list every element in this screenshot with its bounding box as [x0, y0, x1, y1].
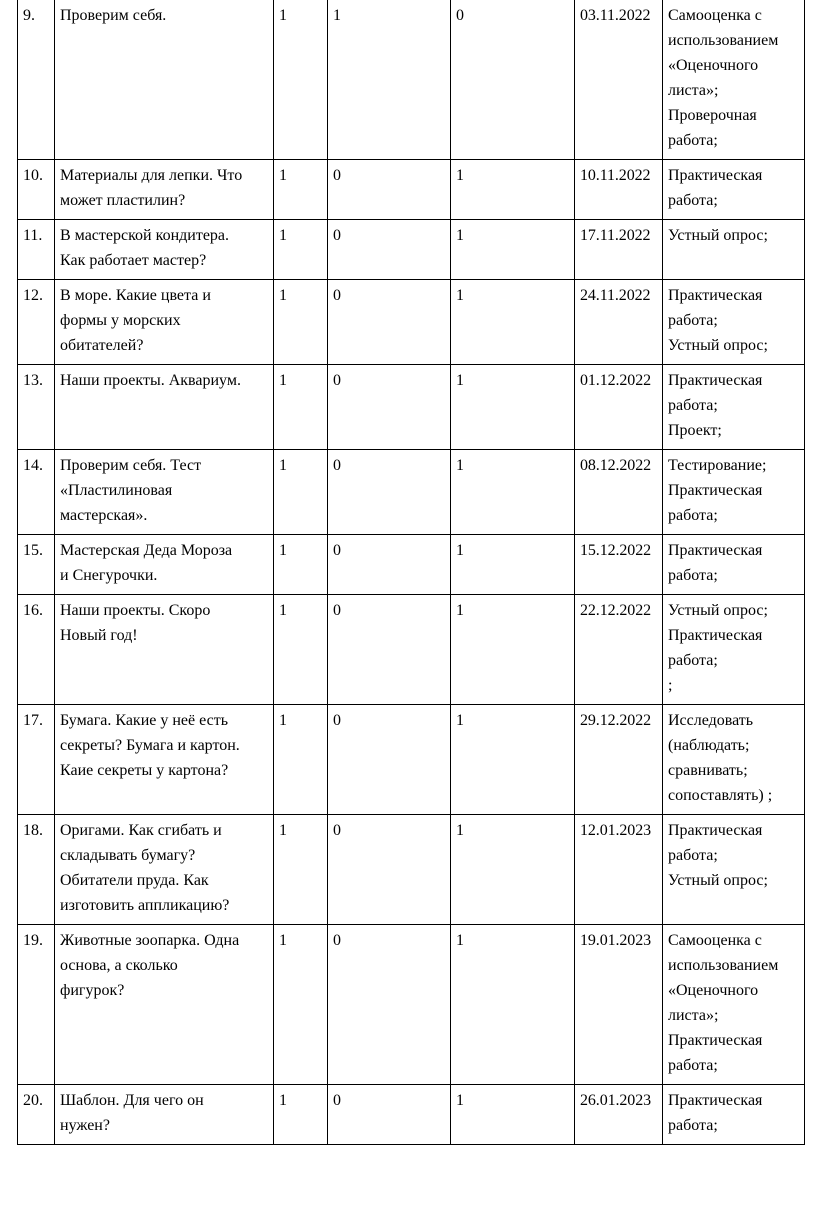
table-row: [18, 595, 805, 705]
total-hours-cell: 1: [274, 1085, 328, 1145]
total-hours-cell: 1: [274, 280, 328, 365]
theory-hours-cell: 0: [328, 595, 451, 705]
control-form-cell: Практическая работа; Проект;: [663, 365, 805, 450]
total-hours-cell: 1: [274, 815, 328, 925]
control-form-cell: Устный опрос; Практическая работа; ;: [663, 595, 805, 705]
practice-hours-cell: 1: [451, 1085, 575, 1145]
table-row: [18, 220, 805, 280]
lesson-date-cell: 19.01.2023: [575, 925, 663, 1085]
practice-hours-cell: 1: [451, 365, 575, 450]
practice-hours-cell: 1: [451, 450, 575, 535]
total-hours-cell: 1: [274, 220, 328, 280]
lesson-number-cell: 18.: [18, 815, 55, 925]
lesson-date-cell: 26.01.2023: [575, 1085, 663, 1145]
practice-hours-cell: 1: [451, 220, 575, 280]
lesson-title-cell: Материалы для лепки. Что может пластилин?: [55, 160, 274, 220]
control-form-cell: Практическая работа; Устный опрос;: [663, 815, 805, 925]
table-row: [18, 280, 805, 365]
lesson-title-cell: Животные зоопарка. Одна основа, а сколько фигурок?: [55, 925, 274, 1085]
lesson-date-cell: 12.01.2023: [575, 815, 663, 925]
total-hours-cell: 1: [274, 925, 328, 1085]
control-form-cell: Практическая работа;: [663, 1085, 805, 1145]
table-row: [18, 0, 805, 160]
practice-hours-cell: 1: [451, 595, 575, 705]
lesson-number-cell: 15.: [18, 535, 55, 595]
table-row: [18, 160, 805, 220]
lesson-title-cell: Наши проекты. Аквариум.: [55, 365, 274, 450]
lesson-title-cell: Наши проекты. Скоро Новый год!: [55, 595, 274, 705]
lesson-title-cell: В мастерской кондитера. Как работает мастер?: [55, 220, 274, 280]
total-hours-cell: 1: [274, 450, 328, 535]
table-row: [18, 815, 805, 925]
lesson-date-cell: 08.12.2022: [575, 450, 663, 535]
table-row: [18, 705, 805, 815]
lesson-title-cell: В море. Какие цвета и формы у морских обитателей?: [55, 280, 274, 365]
lesson-date-cell: 22.12.2022: [575, 595, 663, 705]
control-form-cell: Тестирование; Практическая работа;: [663, 450, 805, 535]
total-hours-cell: 1: [274, 705, 328, 815]
lesson-date-cell: 01.12.2022: [575, 365, 663, 450]
theory-hours-cell: 0: [328, 925, 451, 1085]
lesson-number-cell: 12.: [18, 280, 55, 365]
lesson-title-cell: Шаблон. Для чего он нужен?: [55, 1085, 274, 1145]
lesson-title-cell: Бумага. Какие у неё есть секреты? Бумага и картон. Каие секреты у картона?: [55, 705, 274, 815]
lesson-title-cell: Проверим себя. Тест «Пластилиновая мастерская».: [55, 450, 274, 535]
control-form-cell: Практическая работа; Устный опрос;: [663, 280, 805, 365]
practice-hours-cell: 1: [451, 535, 575, 595]
theory-hours-cell: 0: [328, 365, 451, 450]
lesson-number-cell: 17.: [18, 705, 55, 815]
control-form-cell: Практическая работа;: [663, 535, 805, 595]
practice-hours-cell: 0: [451, 0, 575, 160]
lesson-title-cell: Мастерская Деда Мороза и Снегурочки.: [55, 535, 274, 595]
theory-hours-cell: 0: [328, 1085, 451, 1145]
lesson-number-cell: 14.: [18, 450, 55, 535]
practice-hours-cell: 1: [451, 160, 575, 220]
theory-hours-cell: 0: [328, 280, 451, 365]
lesson-number-cell: 11.: [18, 220, 55, 280]
control-form-cell: Самооценка с использованием «Оценочного листа»; Проверочная работа;: [663, 0, 805, 160]
table-row: [18, 535, 805, 595]
table-row: [18, 450, 805, 535]
theory-hours-cell: 0: [328, 220, 451, 280]
lesson-date-cell: 03.11.2022: [575, 0, 663, 160]
total-hours-cell: 1: [274, 535, 328, 595]
lesson-number-cell: 20.: [18, 1085, 55, 1145]
table-row: [18, 1085, 805, 1145]
table-row: [18, 365, 805, 450]
theory-hours-cell: 0: [328, 450, 451, 535]
practice-hours-cell: 1: [451, 925, 575, 1085]
total-hours-cell: 1: [274, 160, 328, 220]
lesson-number-cell: 16.: [18, 595, 55, 705]
practice-hours-cell: 1: [451, 815, 575, 925]
lesson-date-cell: 29.12.2022: [575, 705, 663, 815]
total-hours-cell: 1: [274, 595, 328, 705]
lesson-plan-table: [17, 0, 805, 1145]
lesson-date-cell: 15.12.2022: [575, 535, 663, 595]
control-form-cell: Устный опрос;: [663, 220, 805, 280]
lesson-number-cell: 10.: [18, 160, 55, 220]
control-form-cell: Практическая работа;: [663, 160, 805, 220]
practice-hours-cell: 1: [451, 705, 575, 815]
lesson-plan-body: [18, 0, 805, 1145]
lesson-date-cell: 24.11.2022: [575, 280, 663, 365]
control-form-cell: Самооценка с использованием «Оценочного листа»; Практическая работа;: [663, 925, 805, 1085]
practice-hours-cell: 1: [451, 280, 575, 365]
lesson-date-cell: 17.11.2022: [575, 220, 663, 280]
total-hours-cell: 1: [274, 365, 328, 450]
theory-hours-cell: 0: [328, 705, 451, 815]
total-hours-cell: 1: [274, 0, 328, 160]
lesson-title-cell: Оригами. Как сгибать и складывать бумагу? Обитатели пруда. Как изготовить аппликацию?: [55, 815, 274, 925]
lesson-number-cell: 13.: [18, 365, 55, 450]
lesson-date-cell: 10.11.2022: [575, 160, 663, 220]
lesson-title-cell: Проверим себя.: [55, 0, 274, 160]
lesson-number-cell: 9.: [18, 0, 55, 160]
theory-hours-cell: 1: [328, 0, 451, 160]
theory-hours-cell: 0: [328, 815, 451, 925]
table-row: [18, 925, 805, 1085]
lesson-number-cell: 19.: [18, 925, 55, 1085]
theory-hours-cell: 0: [328, 535, 451, 595]
theory-hours-cell: 0: [328, 160, 451, 220]
control-form-cell: Исследовать (наблюдать; сравнивать; сопоставлять) ;: [663, 705, 805, 815]
